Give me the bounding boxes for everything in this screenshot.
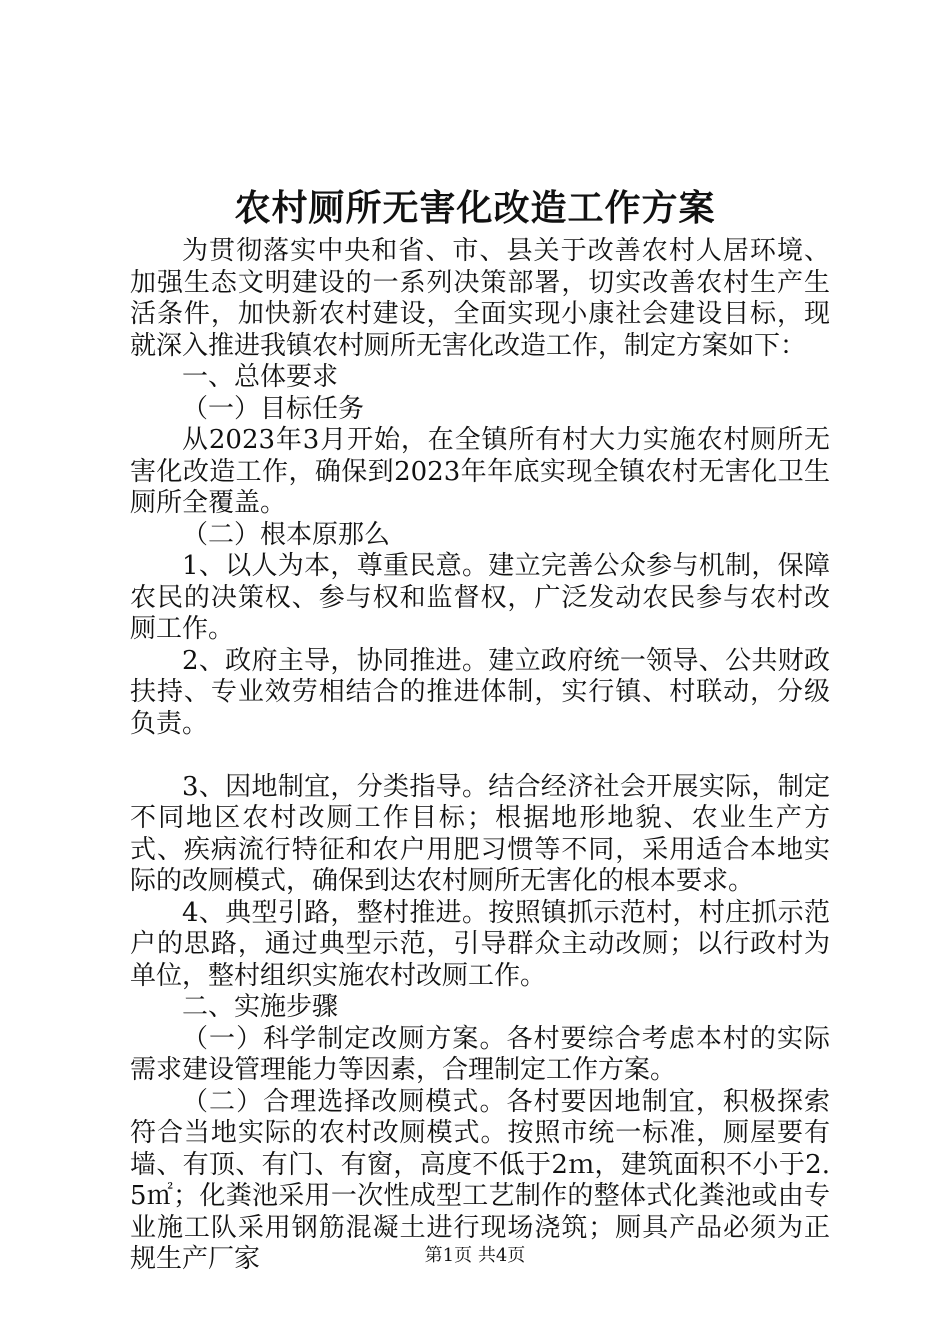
step-1-paragraph: （一）科学制定改厕方案。各村要综合考虑本村的实际需求建设管理能力等因素，合理制定工作方案。 [130,1023,830,1085]
principle-1-paragraph: 1、以人为本，尊重民意。建立完善公众参与机制，保障农民的决策权、参与权和监督权，广泛发动农民参与农村改厕工作。 [130,551,830,644]
document-title: 农村厕所无害化改造工作方案 [234,187,716,229]
subheading-principles: （二）根本原那么 [182,519,391,550]
goals-paragraph: 从2023年3月开始，在全镇所有村大力实施农村厕所无害化改造工作，确保到2023年年底实现全镇农村无害化卫生厕所全覆盖。 [130,425,830,518]
principle-3-paragraph: 3、因地制宜，分类指导。结合经济社会开展实际，制定不同地区农村改厕工作目标；根据地形地貌、农业生产方式、疾病流行特征和农户用肥习惯等不同，采用适合本地实际的改厕模式，确保到达农村厕所无害化的根本要求。 [130,771,830,896]
principle-4-paragraph: 4、典型引路，整村推进。按照镇抓示范村，村庄抓示范户的思路，通过典型示范，引导群众主动改厕；以行政村为单位，整村组织实施农村改厕工作。 [130,897,830,991]
subheading-goals: （一）目标任务 [182,393,365,424]
step-2-paragraph: （二）合理选择改厕模式。各村要因地制宜，积极探索符合当地实际的农村改厕模式。按照市统一标准，厕屋要有墙、有顶、有门、有窗，高度不低于2ｍ，建筑面积不小于2.5㎡；化粪池采用一次性成型工艺制作的整体式化粪池或由专业施工队采用钢筋混凝土进行现场浇筑；厕具产品必须为正规生产厂家 [130,1086,830,1274]
intro-paragraph: 为贯彻落实中央和省、市、县关于改善农村人居环境、加强生态文明建设的一系列决策部署，切实改善农村生产生活条件，加快新农村建设，全面实现小康社会建设目标，现就深入推进我镇农村厕所无害化改造工作，制定方案如下： [130,236,830,361]
principle-2-paragraph: 2、政府主导，协同推进。建立政府统一领导、公共财政扶持、专业效劳相结合的推进体制，实行镇、村联动，分级负责。 [130,645,830,739]
section-heading-steps: 二、实施步骤 [182,992,339,1022]
document-body [130,236,830,1276]
section-heading-general: 一、总体要求 [182,362,339,392]
page-footer: 第1页 共4页 [424,1245,526,1266]
